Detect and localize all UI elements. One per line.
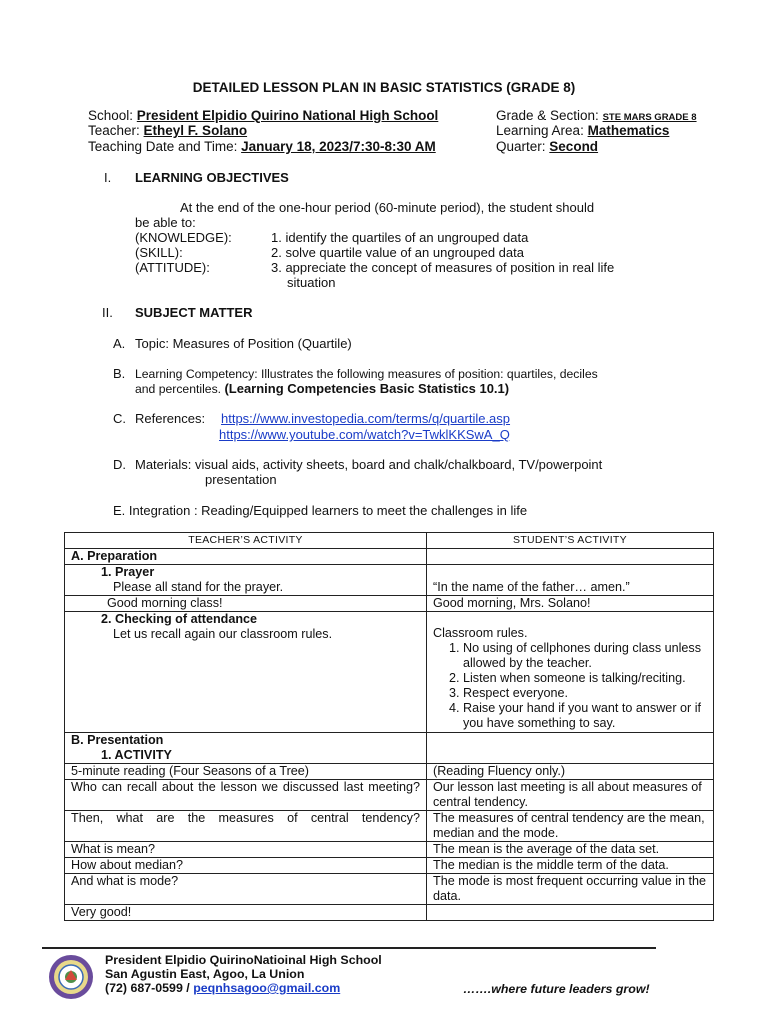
activity-table [64,532,714,921]
rule-item: 3. Respect everyone. [463,686,707,701]
presentation-heading: B. Presentation [71,733,164,747]
competency-line-2 [135,381,509,396]
table-row [65,764,714,780]
competency-text-1: Learning Competency: Illustrates the following measures of position: quartiles, deciles [135,367,598,381]
prayer-student-text: “In the name of the father… amen.” [433,580,630,594]
reference-link-youtube[interactable]: https://www.youtube.com/watch?v=TwklKKSwA_Q [219,427,510,442]
footer-phone: (72) 687-0599 / [105,981,190,995]
objectives-intro-1: At the end of the one-hour period (60-minute period), the student should [180,200,595,215]
section-two-title: SUBJECT MATTER [135,305,253,320]
item-d-letter: D. [113,457,126,472]
footer-email-link[interactable]: peqnhsagoo@gmail.com [193,981,341,995]
table-row [65,596,714,612]
table-row [65,733,714,764]
table-cell [427,733,714,764]
greeting-student-text: Good morning, Mrs. Solano! [427,596,714,612]
table-row [65,549,714,565]
student-activity-cell: (Reading Fluency only.) [427,764,714,780]
rule-item: 4. Raise your hand if you want to answer or if you have something to say. [463,701,707,731]
area-line [496,123,669,138]
teacher-activity-cell: And what is mode? [65,874,427,905]
activity-heading: 1. ACTIVITY [101,748,172,762]
teacher-label: Teacher: [88,123,140,138]
table-row [65,565,714,596]
grade-section: STE MARS GRADE 8 [602,112,697,123]
quarter-line [496,139,598,154]
table-row [65,858,714,874]
objective-domain: (ATTITUDE): [135,260,210,275]
materials-text-1: Materials: visual aids, activity sheets, board and chalk/chalkboard, TV/powerpoint [135,457,603,472]
rules-list [433,641,707,731]
student-activity-header: STUDENT’S ACTIVITY [427,533,714,549]
footer-motto: …….where future leaders grow! [463,982,650,996]
objective-domain: (SKILL): [135,245,183,260]
school-line [88,108,438,123]
teacher-activity-header: TEACHER’S ACTIVITY [65,533,427,549]
teacher-name: Etheyl F. Solano [143,123,248,138]
table-header-row [65,533,714,549]
footer-contact [105,981,340,995]
reference-link-investopedia[interactable]: https://www.investopedia.com/terms/q/quartile.asp [221,411,511,426]
rule-item: 2. Listen when someone is talking/reciting. [463,671,707,686]
student-activity-cell: The mean is the average of the data set. [427,842,714,858]
prayer-heading: 1. Prayer [101,565,155,579]
competency-text-2: and percentiles. [135,382,222,396]
attendance-teacher-text: Let us recall again our classroom rules. [113,627,333,641]
school-label: School: [88,108,134,123]
objective-text: 1. identify the quartiles of an ungrouped data [271,230,529,245]
objective-text: 2. solve quartile value of an ungrouped data [271,245,524,260]
table-row [65,874,714,905]
table-row [65,780,714,811]
preparation-heading: A. Preparation [65,549,427,565]
student-activity-cell: The measures of central tendency are the mean, median and the mode. [427,811,714,842]
attendance-heading: 2. Checking of attendance [101,612,258,626]
quarter-value: Second [549,139,599,154]
section-two-number: II. [102,305,113,320]
attendance-cell [65,612,427,733]
teaching-date: January 18, 2023/7:30-8:30 AM [241,139,436,154]
topic-text: Topic: Measures of Position (Quartile) [135,336,352,351]
teacher-activity-text: Then, what are the measures of central tendency? [71,811,420,825]
item-a-letter: A. [113,336,126,351]
footer-divider [42,947,656,949]
objective-text: 3. appreciate the concept of measures of position in real life [271,260,615,275]
item-b-letter: B. [113,366,126,381]
student-activity-cell [427,905,714,921]
student-activity-cell: The mode is most frequent occurring value in the data. [427,874,714,905]
prayer-teacher-text: Please all stand for the prayer. [113,580,284,594]
page-title: DETAILED LESSON PLAN IN BASIC STATISTICS (GRADE 8) [192,80,576,95]
quarter-label: Quarter: [496,139,546,154]
teacher-activity-cell: What is mean? [65,842,427,858]
teacher-line [88,123,247,138]
integration-text: E. Integration : Reading/Equipped learners to meet the challenges in life [113,503,528,518]
objective-text-continued: situation [287,275,336,290]
teacher-activity-cell: Very good! [65,905,427,921]
area-label: Learning Area: [496,123,584,138]
teacher-activity-cell [65,811,427,842]
footer-address: San Agustin East, Agoo, La Union [105,967,305,981]
item-c-letter: C. [113,411,126,426]
prayer-cell [65,565,427,596]
student-activity-cell: The median is the middle term of the data. [427,858,714,874]
teacher-activity-cell: 5-minute reading (Four Seasons of a Tree) [65,764,427,780]
grade-line [496,108,697,123]
table-cell [427,549,714,565]
section-one-title: LEARNING OBJECTIVES [135,170,289,185]
table-row [65,811,714,842]
rule-item: 1. No using of cellphones during class unless allowed by the teacher. [463,641,707,671]
table-row [65,842,714,858]
school-name: President Elpidio Quirino National High School [136,108,439,123]
prayer-student-cell [427,565,714,596]
section-one-number: I. [104,170,112,185]
rules-cell [427,612,714,733]
rules-title: Classroom rules. [433,626,528,640]
competency-code: (Learning Competencies Basic Statistics 10.1) [224,381,510,396]
materials-text-2: presentation [205,472,277,487]
table-row [65,905,714,921]
objective-domain: (KNOWLEDGE): [135,230,232,245]
date-line [88,139,436,154]
learning-area: Mathematics [587,123,670,138]
teacher-activity-text: Who can recall about the lesson we discussed last meeting? [71,780,420,794]
objectives-intro-2: be able to: [135,215,196,230]
footer-school-name: President Elpidio QuirinoNatioinal High School [105,953,382,967]
presentation-cell [65,733,427,764]
school-seal-icon [48,954,94,1000]
grade-label: Grade & Section: [496,108,599,123]
student-activity-cell: Our lesson last meeting is all about measures of central tendency. [427,780,714,811]
references-label: References: [135,411,206,426]
teacher-activity-cell: How about median? [65,858,427,874]
teacher-activity-cell [65,780,427,811]
greeting-teacher-text: Good morning class! [65,596,427,612]
date-label: Teaching Date and Time: [88,139,238,154]
table-row [65,612,714,733]
